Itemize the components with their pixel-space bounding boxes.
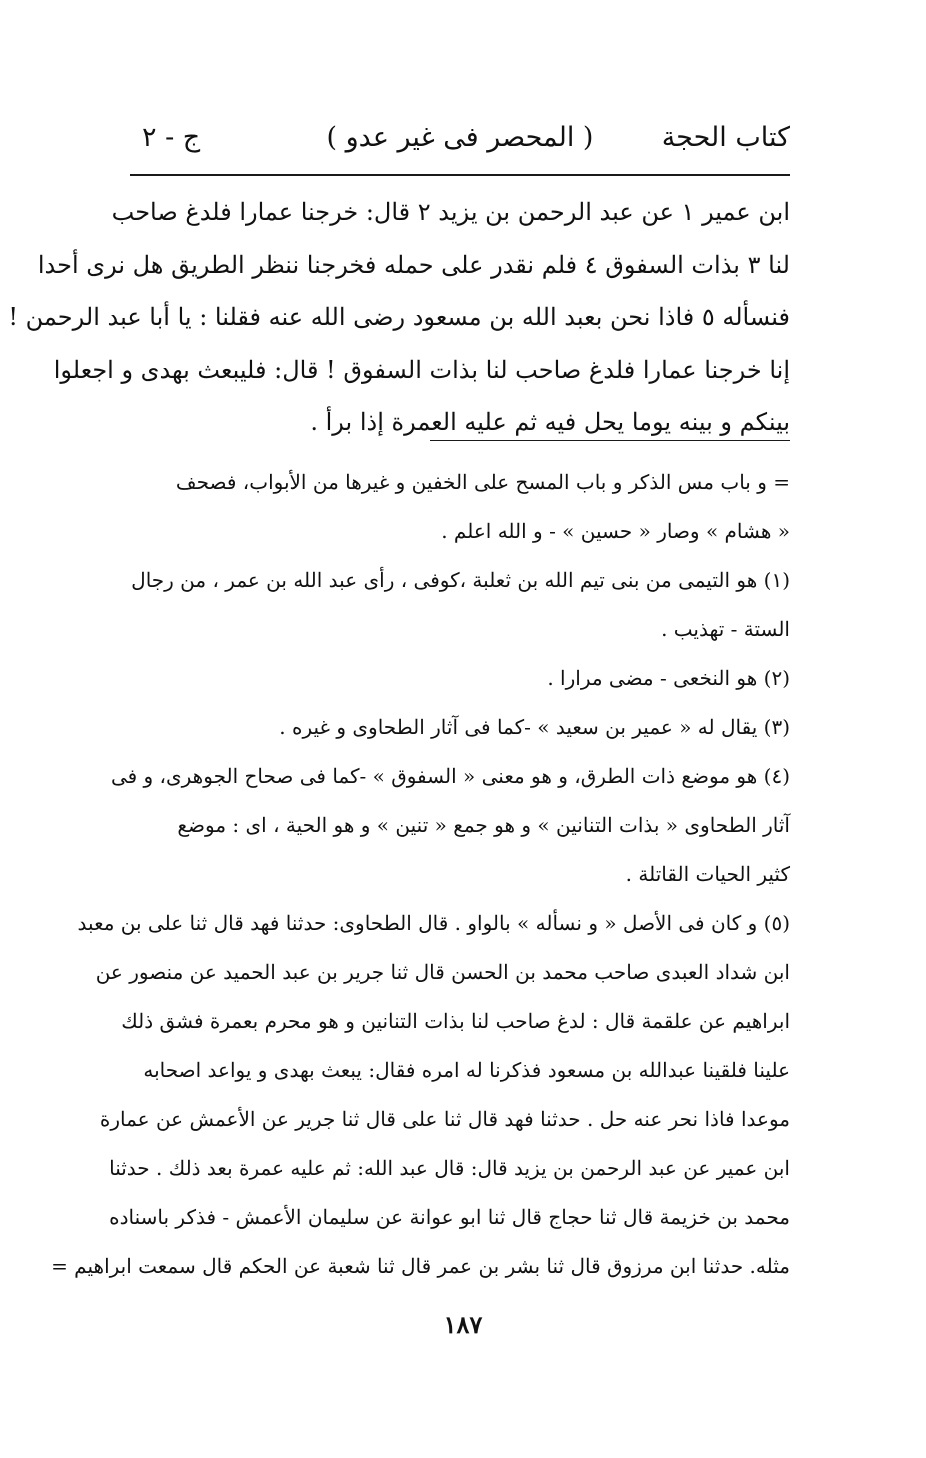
footnote-line: = و باب مس الذكر و باب المسح على الخفين و غيرها من الأبواب، فصحف [175,470,790,494]
header-rule [130,174,790,176]
footnote-2 [130,654,790,703]
footnote-1 [130,556,790,654]
footnote-line: (٣) يقال له « عمير بن سعيد » -كما فى آثار الطحاوى و غيره . [279,715,790,739]
footnote-line: آثار الطحاوى « بذات التنانين » و هو جمع « تنين » و هو الحية ، اى : موضع [177,813,790,837]
footnote-line: الستة - تهذيب . [661,617,790,641]
footnote-continuation [130,458,790,556]
running-header [130,118,790,164]
footnote-line: ابراهيم عن علقمة قال : لدغ صاحب لنا بذات التنانين و هو محرم بعمرة فشق ذلك [121,1009,790,1033]
footnote-line: (٢) هو النخعى - مضى مرارا . [547,666,790,690]
footnote-line: كثير الحيات القاتلة . [625,862,790,886]
footnote-line: (١) هو التيمى من بنى تيم الله بن ثعلبة ،كوفى ، رأى عبد الله بن عمر ، من رجال [131,568,790,592]
footnote-line: (٥) و كان فى الأصل « و نسأله » بالواو . قال الطحاوى: حدثنا فهد قال ثنا على بن معبد [77,911,790,935]
footnote-5 [51,899,790,1291]
footnote-separator [430,440,790,441]
footnote-line: « هشام » وصار « حسين » - و الله اعلم . [441,519,790,543]
page-number: ١٨٧ [443,1310,483,1339]
book-title: كتاب الحجة [661,122,790,153]
main-text-line: لنا ٣ بذات السفوق ٤ فلم نقدر على حمله فخرجنا ننظر الطريق هل نرى أحدا [37,250,790,279]
footnotes [51,458,790,1291]
footnote-line: محمد بن خزيمة قال ثنا حجاج قال ثنا ابو عوانة عن سليمان الأعمش - فذكر باسناده [109,1205,790,1229]
chapter-title: ( المحصر فى غير عدو ) [326,122,594,153]
footnote-line: (٤) هو موضع ذات الطرق، و هو معنى « السفوق » -كما فى صحاح الجوهرى، و فى [110,764,790,788]
main-text-line: ابن عمير ١ عن عبد الرحمن بن يزيد ٢ قال: خرجنا عمارا فلدغ صاحب [111,198,790,226]
footnote-line: ابن عمير عن عبد الرحمن بن يزيد قال: قال عبد الله: ثم عليه عمرة بعد ذلك . حدثنا [109,1156,790,1180]
main-text-line: بينكم و بينه يوما يحل فيه ثم عليه العمرة إذا برأ . [310,408,790,436]
main-text-line: إنا خرجنا عمارا فلدغ صاحب لنا بذات السفوق ! قال: فليبعث بهدى و اجعلوا [53,355,790,384]
main-text-line: فنسأله ٥ فاذا نحن بعبد الله بن مسعود رضى الله عنه فقلنا : يا أبا عبد الرحمن ! [8,303,790,331]
main-text [8,186,790,449]
footnote-line: موعدا فاذا نحر عنه حل . حدثنا فهد قال ثنا على قال ثنا جرير عن الأعمش عن عمارة [99,1107,790,1131]
footnote-line: ابن شداد العبدى صاحب محمد بن الحسن قال ثنا جرير بن عبد الحميد عن منصور عن [95,960,790,984]
footnote-4 [110,752,790,899]
volume-number: ج - ٢ [142,122,201,153]
footnote-3 [130,703,790,752]
footnote-line: مثله. حدثنا ابن مرزوق قال ثنا بشر بن عمر قال ثنا شعبة عن الحكم قال سمعت ابراهيم = [51,1254,790,1278]
footnote-line: علينا فلقينا عبدالله بن مسعود فذكرنا له امره فقال: يبعث بهدى و يواعد اصحابه [143,1058,790,1082]
